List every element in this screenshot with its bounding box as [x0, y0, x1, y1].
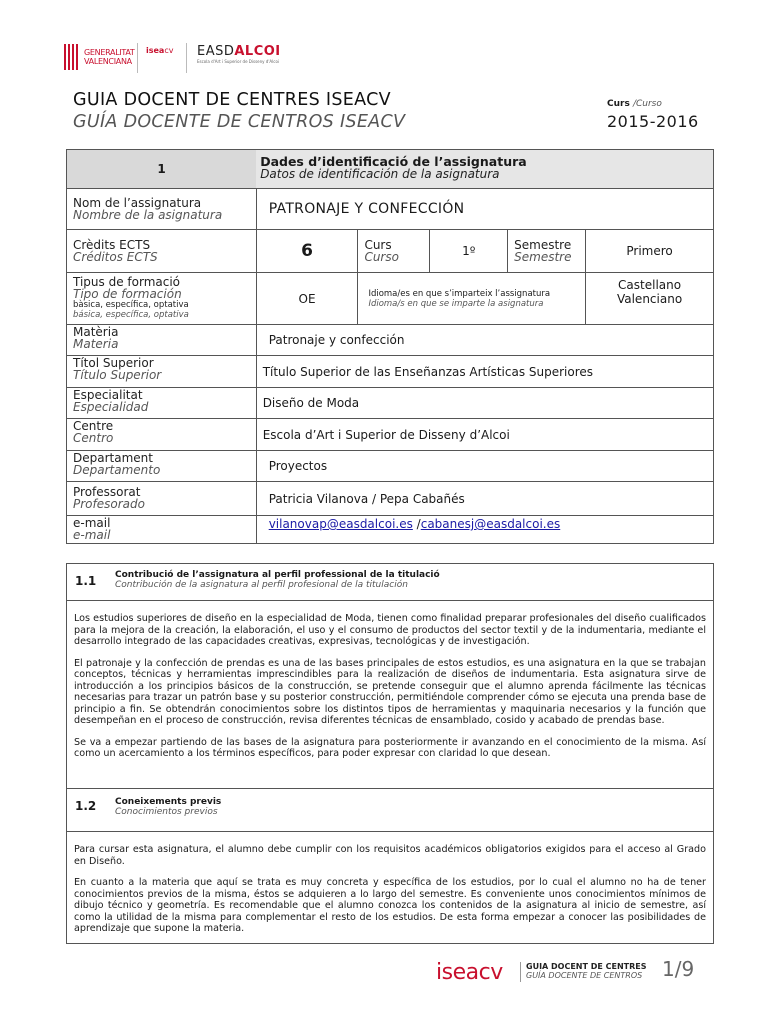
- section-1-2-title-ca: Coneixements previs: [115, 797, 222, 807]
- titol-value: Título Superior de las Enseñanzas Artísticas Superiores: [256, 356, 713, 388]
- semestre-value: Primero: [586, 230, 714, 273]
- profesorado-value: Patricia Vilanova / Pepa Cabañés: [256, 482, 713, 516]
- easd-logo-brand: ALCOI: [234, 44, 281, 59]
- footer-text-ca: GUIA DOCENT DE CENTRES: [526, 962, 647, 971]
- creditos-label-ca: Crèdits ECTS: [73, 238, 151, 252]
- tipo-value: OE: [256, 273, 358, 325]
- email-link-vilanova[interactable]: vilanovap@easdalcoi.es: [268, 517, 413, 531]
- idioma-label-es: Idioma/s en que se imparte la asignatura: [368, 298, 544, 309]
- page-title-ca: GUIA DOCENT DE CENTRES ISEACV: [73, 90, 391, 110]
- centro-value: Escola d’Art i Superior de Disseny d’Alcoi: [256, 419, 713, 451]
- tipo-label-ca: Tipus de formació: [73, 275, 181, 289]
- generalitat-flag-icon: [64, 44, 78, 70]
- page-title-es: GUÍA DOCENTE DE CENTROS ISEACV: [73, 112, 406, 132]
- iseacv-logo-isea: isea: [146, 46, 165, 55]
- profesorado-label-es: Profesorado: [73, 497, 145, 511]
- materia-label-ca: Matèria: [73, 325, 119, 339]
- course-label-ca: Curs: [607, 99, 630, 109]
- tipo-label-es: Tipo de formación: [73, 287, 182, 301]
- section-1-2-paragraph-1: Para cursar esta asignatura, el alumno debe cumplir con los requisitos académicos obligatorios exigidos para el acceso al Grado en Diseño.: [74, 844, 706, 867]
- creditos-label-es: Créditos ECTS: [73, 250, 158, 264]
- section-1-1-paragraph-2: El patronaje y la confección de prendas es una de las bases principales de estos estudios, es una asignatura en la que se trabajan conceptos, técnicas y herramientas imprescindibles para la realización de diseños de indumentaria. Esta asignatura sirve de introducción a los principios básicos de la construcción, se pretende conseguir que el alumno aprenda fácilmente las técnicas necesarias para trazar un patrón base y su posterior construcción, permitiéndole comprender cómo se ejecuta una prenda base de principio a fin. Se obtendrán conocimientos sobre los distintos tipos de herramientas y maquinaria necesarios y la función que desempeñan en el proceso de construcción, revisa diferentes técnicas de ensamblado, cosido y acabado de prendas base.: [74, 657, 706, 726]
- section-title-ca: Dades d’identificació de l’assignatura: [260, 154, 527, 169]
- email-label-es: e-mail: [73, 528, 111, 542]
- section-1-1-title-es: Contribución de la asignatura al perfil profesional de la titulación: [115, 580, 408, 590]
- email-label: [67, 516, 257, 544]
- footer-guide-label: [526, 962, 647, 980]
- section-1-1: [66, 563, 714, 789]
- especialidad-label-ca: Especialitat: [73, 388, 143, 402]
- semestre-label: [508, 230, 586, 273]
- creditos-value: 6: [256, 230, 358, 273]
- subject-name: PATRONAJE Y CONFECCIÓN: [256, 189, 713, 230]
- departamento-value: Proyectos: [256, 451, 713, 482]
- curso-label-es: Curso: [364, 250, 399, 264]
- materia-value: Patronaje y confección: [256, 325, 713, 356]
- idioma-value-2: Valenciano: [616, 292, 683, 306]
- materia-label: [67, 325, 257, 356]
- idioma-value-1: Castellano: [618, 278, 682, 292]
- idioma-label-ca: Idioma/es en que s’imparteix l’assignatura: [368, 288, 551, 299]
- generalitat-logo: [64, 44, 135, 70]
- footer-iseacv-logo: [436, 960, 503, 985]
- footer-divider: [520, 962, 521, 982]
- tipo-sub-es: básica, específica, optativa: [73, 310, 189, 320]
- course-label: [607, 99, 662, 109]
- departamento-label: [67, 451, 257, 482]
- logo-divider: [137, 43, 138, 73]
- titol-label-ca: Títol Superior: [73, 356, 154, 370]
- section-number: 1: [67, 150, 257, 189]
- profesorado-label: [67, 482, 257, 516]
- tipo-label: [67, 273, 257, 325]
- course-year: 2015-2016: [607, 112, 699, 131]
- especialidad-label: [67, 388, 257, 419]
- nom-label-ca: Nom de l’assignatura: [73, 196, 202, 210]
- footer-logo-isea: isea: [436, 960, 479, 985]
- course-label-es: /Curso: [632, 99, 662, 109]
- easd-alcoi-logo: [197, 44, 281, 64]
- profesorado-label-ca: Professorat: [73, 485, 141, 499]
- email-link-cabanes[interactable]: cabanesj@easdalcoi.es: [420, 517, 561, 531]
- footer-text-es: GUÍA DOCENTE DE CENTROS: [526, 971, 643, 980]
- section-1-2-number: 1.2: [75, 799, 97, 813]
- curso-value: 1º: [430, 230, 508, 273]
- departamento-label-ca: Departament: [73, 451, 153, 465]
- especialidad-label-es: Especialidad: [73, 400, 149, 414]
- iseacv-logo: [146, 46, 173, 65]
- email-label-ca: e-mail: [73, 516, 111, 530]
- footer-logo-cv: cv: [478, 960, 503, 985]
- materia-label-es: Materia: [73, 337, 119, 351]
- email-value: [256, 516, 713, 544]
- departamento-label-es: Departamento: [73, 463, 161, 477]
- semestre-label-es: Semestre: [514, 250, 572, 264]
- especialidad-value: Diseño de Moda: [256, 388, 713, 419]
- email-separator: /: [412, 517, 421, 531]
- section-1-2-title-es: Conocimientos previos: [115, 807, 218, 817]
- centro-label-es: Centro: [73, 431, 114, 445]
- curso-label-ca: Curs: [364, 238, 392, 252]
- easd-logo-subtitle: Escola d'Art i Superior de Disseny d'Alcoi: [197, 59, 280, 64]
- section-1-1-title-ca: Contribució de l’assignatura al perfil professional de la titulació: [115, 570, 440, 580]
- semestre-label-ca: Semestre: [514, 238, 572, 252]
- section-1-1-paragraph-1: Los estudios superiores de diseño en la especialidad de Moda, tienen como finalidad preparar profesionales del diseño cualificados para la mejora de la creación, la elaboración, el uso y el consumo de productos del sector textil y de la indumentaria, mediante el desarrollo integrado de las capacidades creativas, expresivas, tecnológicas y de investigación.: [74, 613, 706, 647]
- nom-label-es: Nombre de la asignatura: [73, 208, 223, 222]
- titol-label: [67, 356, 257, 388]
- logo-divider: [186, 43, 187, 73]
- tipo-sub-ca: bàsica, específica, optativa: [73, 300, 189, 310]
- section-1-2: [66, 788, 714, 944]
- section-1-1-number: 1.1: [75, 574, 97, 588]
- iseacv-logo-cv: cv: [164, 46, 174, 55]
- creditos-label: [67, 230, 257, 273]
- section-1-1-paragraph-3: Se va a empezar partiendo de las bases de la asignatura para posteriormente ir avanzando en el conocimiento de la misma. Así como un acercamiento a los términos específicos, para poder expresar con claridad lo que desean.: [74, 736, 706, 759]
- generalitat-logo-line2: VALENCIANA: [84, 57, 132, 66]
- centro-label: [67, 419, 257, 451]
- idioma-value: [586, 273, 714, 325]
- page-number: 1/9: [662, 957, 695, 981]
- nom-label: [67, 189, 257, 230]
- generalitat-logo-line1: GENERALITAT: [84, 48, 135, 57]
- centro-label-ca: Centre: [73, 419, 114, 433]
- section-1-2-paragraph-2: En cuanto a la materia que aquí se trata es muy concreta y específica de los estudios, por lo cual el alumno no ha de tener conocimientos previos de la misma, éstos se adquieren a lo largo del semestre. Es conveniente unos conocimientos mínimos de dibujo técnico y geometría. Es recomendable que el alumno conozca los contenidos de la asignatura al inicio de semestre, así como la utilidad de la misma para complementar el resto de los estudios. De esta forma empezar a conocer las posibilidades de aprendizaje que supone la materia.: [74, 877, 706, 934]
- easd-logo-prefix: EASD: [197, 44, 235, 59]
- section-title-es: Datos de identificación de la asignatura: [260, 167, 500, 181]
- curso-label: [358, 230, 430, 273]
- section-title: [256, 150, 713, 189]
- titol-label-es: Título Superior: [73, 368, 162, 382]
- idioma-label: [358, 273, 586, 325]
- identification-table: [66, 149, 714, 544]
